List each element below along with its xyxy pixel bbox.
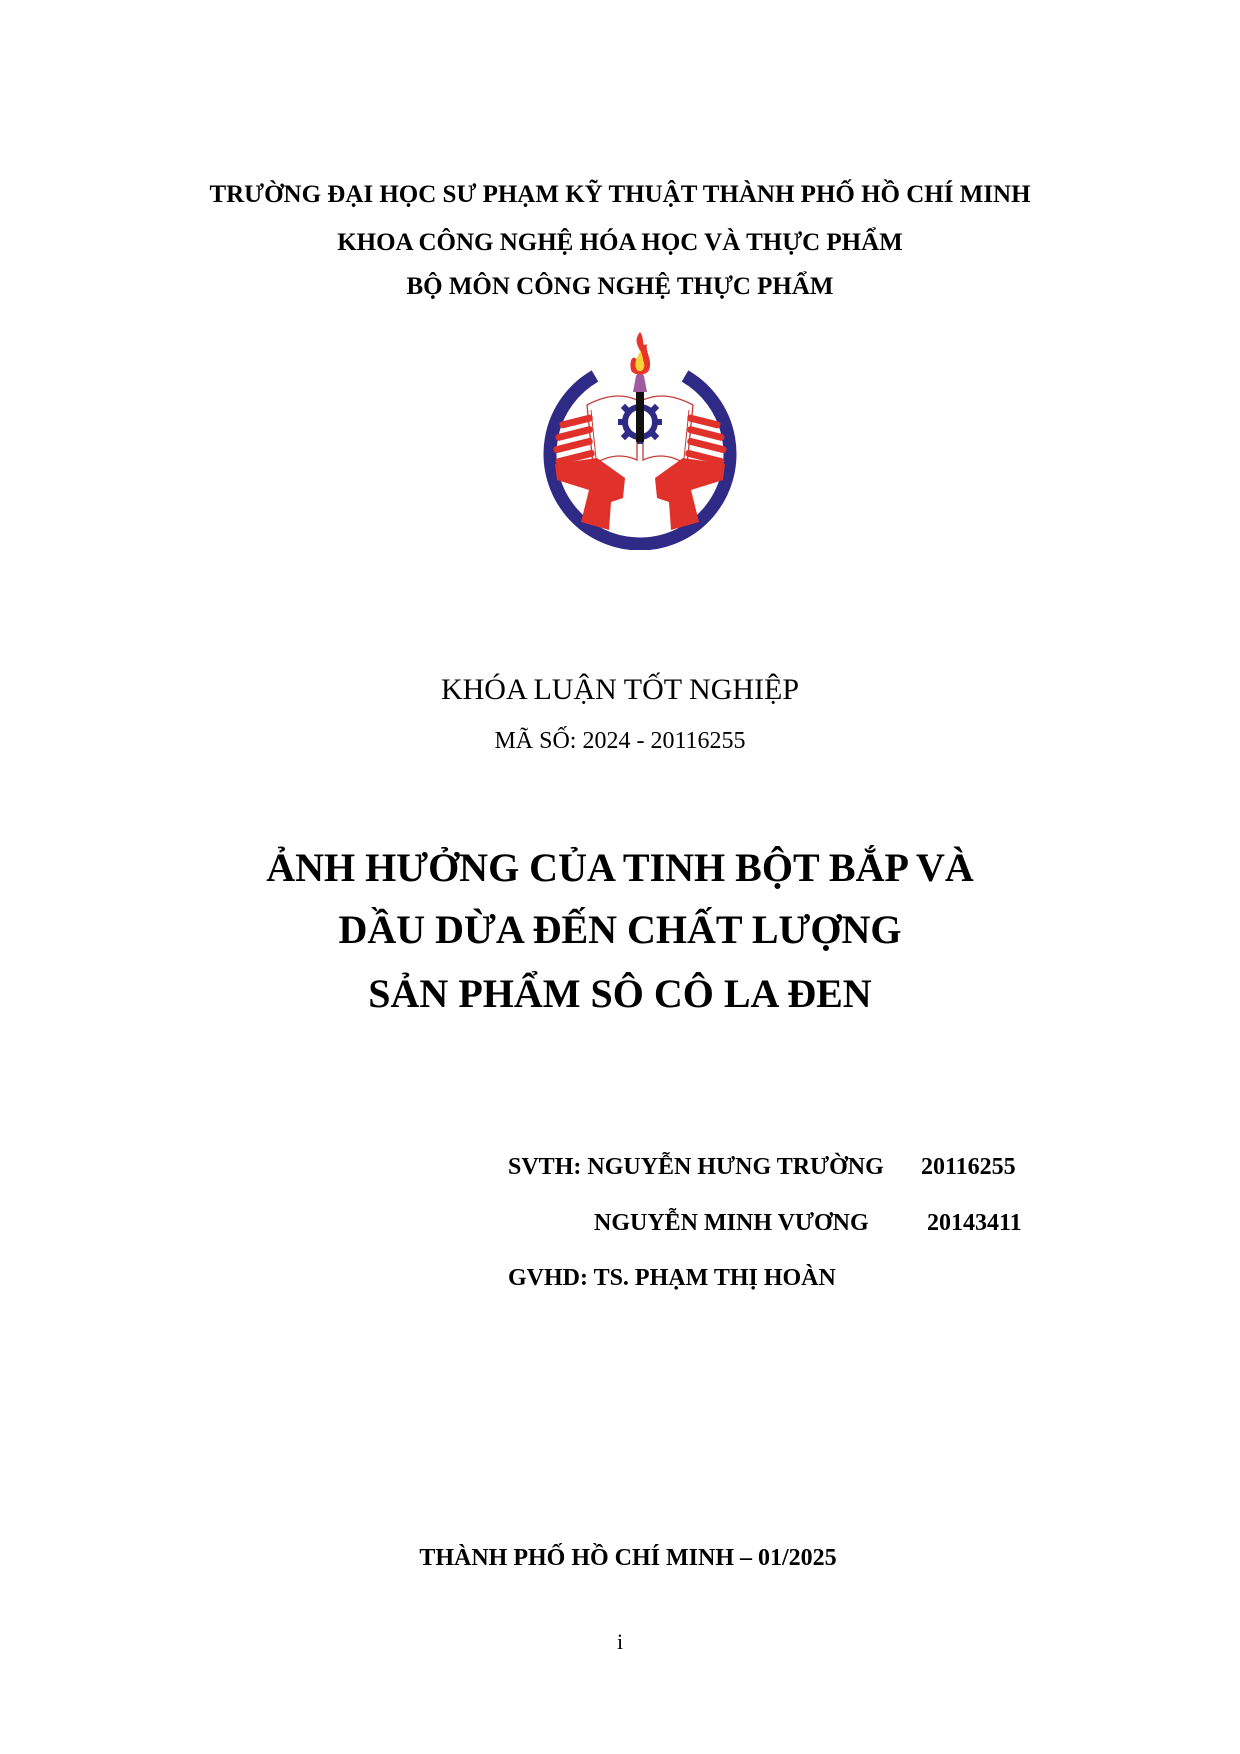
students-label: SVTH:: [508, 1154, 582, 1180]
university-name: TRƯỜNG ĐẠI HỌC SƯ PHẠM KỸ THUẬT THÀNH PHỐ HỒ CHÍ MINH: [209, 181, 1031, 208]
thesis-title-line-2: DẦU DỪA ĐẾN CHẤT LƯỢNG: [338, 907, 902, 952]
thesis-title-line-3: SẢN PHẨM SÔ CÔ LA ĐEN: [368, 971, 872, 1016]
advisor-line: [508, 1263, 836, 1293]
student-1-id: 20116255: [921, 1154, 1016, 1180]
department-name: BỘ MÔN CÔNG NGHỆ THỰC PHẨM: [406, 273, 834, 300]
thesis-type: KHÓA LUẬN TỐT NGHIỆP: [440, 673, 800, 706]
page-number: i: [616, 1629, 624, 1654]
faculty-name: KHOA CÔNG NGHỆ HÓA HỌC VÀ THỰC PHẨM: [337, 229, 903, 256]
advisor-name: TS. PHẠM THỊ HOÀN: [593, 1265, 836, 1291]
student-2-name: NGUYỄN MINH VƯƠNG: [594, 1210, 869, 1236]
place-and-date: THÀNH PHỐ HỒ CHÍ MINH – 01/2025: [419, 1545, 837, 1571]
thesis-code: MÃ SỐ: 2024 - 20116255: [494, 728, 746, 754]
student-1-name: NGUYỄN HƯNG TRƯỜNG: [587, 1154, 884, 1180]
student-2-id: 20143411: [927, 1210, 1022, 1236]
student-1-line: [508, 1152, 884, 1182]
thesis-title-line-1: ẢNH HƯỞNG CỦA TINH BỘT BẮP VÀ: [266, 845, 974, 890]
university-logo-icon: [537, 330, 743, 550]
advisor-label: GVHD:: [508, 1265, 588, 1291]
